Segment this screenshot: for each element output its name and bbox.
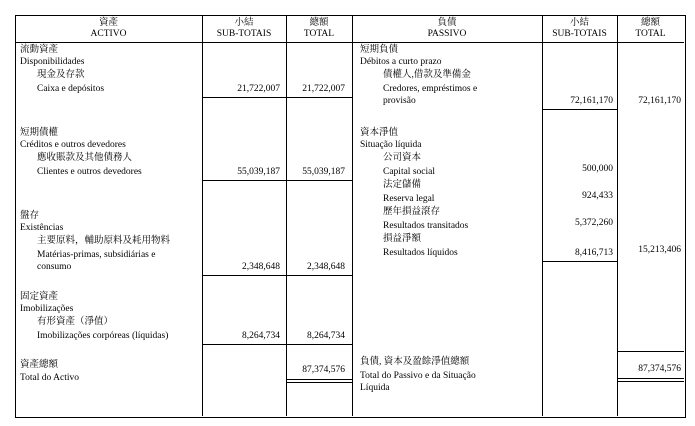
value-fixed-total: 8,264,734 — [307, 331, 345, 341]
label-equity-head: Situação líquida — [360, 140, 422, 150]
balance-sheet — [15, 15, 685, 417]
value-fixed-subtotal: 8,264,734 — [242, 331, 280, 341]
value-receivables-subtotal: 55,039,187 — [237, 167, 280, 177]
label-legal-reserve: Reserva legal — [383, 194, 435, 204]
subtotal-rule — [542, 261, 617, 262]
total-rule — [286, 180, 352, 181]
label-receivables: Clientes e outros devedores — [37, 167, 142, 177]
label-receivables-head: Créditos e outros devedores — [20, 140, 126, 150]
header-rule — [15, 42, 684, 43]
col-rule — [542, 15, 543, 416]
subtotal-rule — [202, 97, 286, 98]
value-total-assets: 87,374,576 — [302, 365, 345, 375]
label-capital: Capital social — [383, 167, 435, 177]
label-equity-head-zh: 資本淨值 — [360, 128, 399, 138]
label-net-result: Resultados líquidos — [383, 248, 458, 258]
header-subtotal-left: 小結 SUB-TOTAIS — [216, 18, 272, 39]
label-cash: Caixa e depósitos — [37, 84, 105, 94]
table-frame — [15, 15, 686, 418]
label-inventory-head-zh: 盤存 — [20, 211, 40, 221]
value-inventory-subtotal: 2,348,648 — [242, 262, 280, 272]
col-rule — [617, 15, 618, 416]
header-subtotal-right: 小結 SUB-TOTAIS — [552, 18, 607, 39]
total-rule — [617, 351, 684, 352]
value-total-liabilities: 87,374,576 — [638, 364, 681, 374]
label-total-assets: Total do Activo — [20, 373, 79, 383]
col-rule — [202, 15, 203, 416]
label-fixed: Imobilizações corpóreas (líquidas) — [37, 331, 169, 341]
value-retained-subtotal: 5,372,260 — [575, 218, 613, 228]
label-retained: Resultados transitados — [383, 221, 469, 231]
subtotal-rule — [542, 109, 617, 110]
subtotal-rule — [202, 275, 286, 276]
subtotal-rule — [202, 180, 286, 181]
label-creditors-zh: 債權人,借款及準備金 — [383, 70, 471, 80]
label-net-result-zh: 損益淨額 — [383, 234, 422, 244]
label-legal-reserve-zh: 法定儲備 — [383, 180, 422, 190]
label-capital-zh: 公司資本 — [383, 153, 422, 163]
subtotal-rule — [202, 344, 286, 345]
col-rule — [286, 15, 287, 416]
value-receivables-total: 55,039,187 — [302, 167, 345, 177]
label-debt-head: Débitos a curto prazo — [360, 57, 442, 67]
value-creditors-total: 72,161,170 — [638, 96, 681, 106]
label-retained-zh: 歷年損益滾存 — [383, 207, 441, 217]
label-disponibilidades: Disponibilidades — [20, 57, 85, 67]
value-cash-total: 21,722,007 — [302, 84, 345, 94]
header-total-right: 總額 TOTAL — [635, 18, 666, 39]
value-net-result-subtotal: 8,416,713 — [575, 248, 613, 258]
label-fixed-head-zh: 固定資產 — [20, 292, 59, 302]
header-passivo: 負債 PASSIVO — [427, 18, 467, 39]
label-current-assets-zh: 流動資產 — [20, 45, 59, 55]
label-inventory-line2: consumo — [37, 262, 72, 272]
label-fixed-zh: 有形資產（淨值） — [37, 317, 114, 327]
label-cash-zh: 現金及存款 — [37, 70, 85, 80]
label-fixed-head: Imobilizações — [20, 304, 74, 314]
label-receivables-head-zh: 短期債權 — [20, 128, 59, 138]
label-total-liabilities-line1: Total do Passivo e da Situação — [360, 371, 476, 381]
label-inventory-line1: Matérias-primas, subsidiárias e — [37, 250, 156, 260]
value-legal-reserve-subtotal: 924,433 — [582, 191, 613, 201]
value-capital-subtotal: 500,000 — [582, 164, 613, 174]
value-cash-subtotal: 21,722,007 — [237, 84, 280, 94]
label-total-liabilities-line2: Líquida — [360, 383, 390, 393]
total-rule — [286, 275, 352, 276]
label-total-assets-zh: 資產總額 — [20, 360, 59, 370]
label-creditors-line1: Credores, empréstimos e — [383, 84, 478, 94]
total-rule — [286, 344, 352, 345]
value-equity-total: 15,213,406 — [638, 245, 681, 255]
value-inventory-total: 2,348,648 — [307, 262, 345, 272]
col-rule — [352, 15, 353, 416]
value-creditors-subtotal: 72,161,170 — [570, 96, 613, 106]
label-receivables-zh: 應收賬款及其他債務人 — [37, 153, 133, 163]
header-total-left: 總額 TOTAL — [303, 18, 335, 39]
label-total-liabilities-zh: 負債, 資本及盈餘淨值總額 — [360, 357, 470, 367]
grand-total-rule — [286, 379, 352, 383]
label-inventory-zh: 主要原料，輔助原料及耗用物料 — [37, 236, 171, 246]
header-activo: 資產 ACTIVO — [90, 18, 127, 39]
label-inventory-head: Existências — [20, 223, 64, 233]
label-debt-head-zh: 短期負債 — [360, 45, 399, 55]
total-rule — [286, 97, 352, 98]
grand-total-rule — [617, 378, 684, 382]
label-creditors-line2: provisão — [383, 96, 416, 106]
